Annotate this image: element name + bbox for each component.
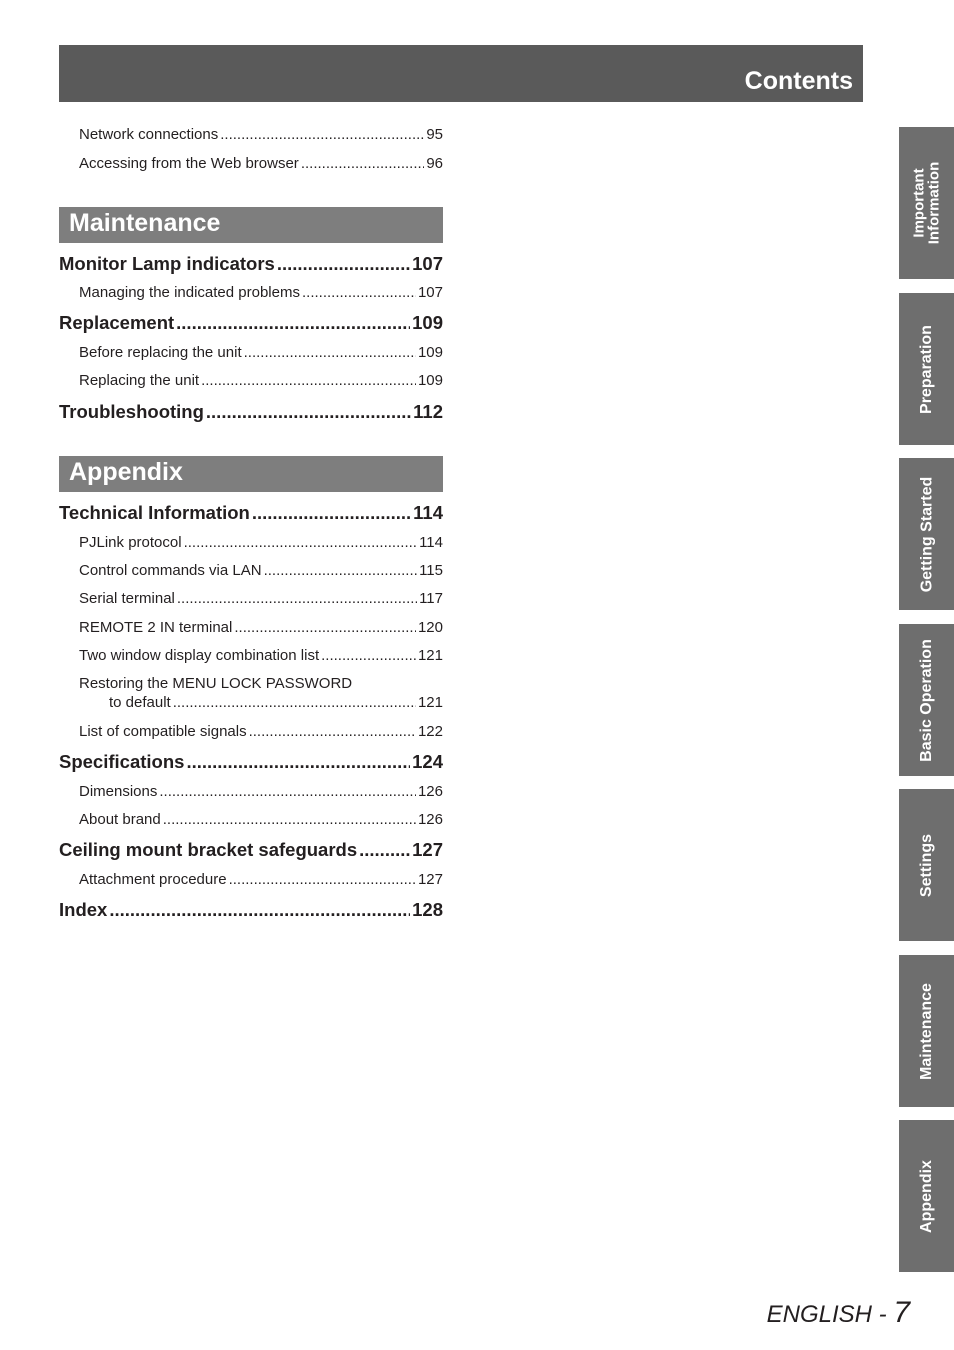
page-number: 114 <box>413 502 443 523</box>
tab-maintenance[interactable]: Maintenance <box>899 955 954 1107</box>
toc-entry-about-brand[interactable]: About brand ..... 126 <box>59 811 443 828</box>
toc-entry-compatible-signals[interactable]: List of compatible signals ..... 122 <box>59 723 443 740</box>
toc-entry-troubleshooting[interactable]: Troubleshooting ..... 112 <box>59 401 443 423</box>
page-number: 96 <box>426 155 443 172</box>
page-number: 107 <box>417 284 443 301</box>
toc-entry-replacing-unit[interactable]: Replacing the unit ..... 109 <box>59 372 443 389</box>
toc-entry-ceiling-mount[interactable]: Ceiling mount bracket safeguards ..... 127 <box>59 839 443 861</box>
page-number: 126 <box>417 811 443 828</box>
page-number: 109 <box>412 312 443 333</box>
page-number: 121 <box>417 647 443 664</box>
toc-entry-specifications[interactable]: Specifications ..... 124 <box>59 751 443 773</box>
page-number: 126 <box>417 783 443 800</box>
page-number: 127 <box>412 839 443 860</box>
toc-entry-control-lan[interactable]: Control commands via LAN ..... 115 <box>59 562 443 579</box>
toc-entry-web-browser[interactable]: Accessing from the Web browser ..... 96 <box>59 155 443 172</box>
section-header-maintenance: Maintenance <box>59 207 443 243</box>
toc-entry-before-replacing[interactable]: Before replacing the unit ..... 109 <box>59 344 443 361</box>
toc-entry-network-connections[interactable]: Network connections ..... 95 <box>59 126 443 143</box>
page-number: 121 <box>417 694 443 711</box>
section-header-appendix: Appendix <box>59 456 443 492</box>
toc-entry-serial-terminal[interactable]: Serial terminal ..... 117 <box>59 590 443 607</box>
page-number: 128 <box>412 899 443 920</box>
tab-basic-operation[interactable]: Basic Operation <box>899 624 954 776</box>
toc-entry-dimensions[interactable]: Dimensions ..... 126 <box>59 783 443 800</box>
footer-page-number: 7 <box>893 1296 910 1329</box>
tab-getting-started[interactable]: Getting Started <box>899 458 954 610</box>
page-number: 109 <box>417 344 443 361</box>
page-number: 115 <box>419 562 443 579</box>
toc-entry-technical-information[interactable]: Technical Information ..... 114 <box>59 502 443 524</box>
tab-important-information[interactable]: Important Information <box>899 127 954 279</box>
toc-entry-monitor-lamp[interactable]: Monitor Lamp indicators ..... 107 <box>59 253 443 275</box>
page-number: 127 <box>417 871 443 888</box>
page-title: Contents <box>744 67 853 95</box>
page-footer: ENGLISH - 7 <box>766 1296 910 1329</box>
toc-entry-managing-problems[interactable]: Managing the indicated problems ..... 107 <box>59 284 443 301</box>
toc-entry-restoring-password[interactable]: Restoring the MENU LOCK PASSWORD to default ..... 121 <box>59 675 443 711</box>
toc-entry-replacement[interactable]: Replacement ..... 109 <box>59 312 443 334</box>
tab-settings[interactable]: Settings <box>899 789 954 941</box>
tab-preparation[interactable]: Preparation <box>899 293 954 445</box>
toc-entry-remote2[interactable]: REMOTE 2 IN terminal ..... 120 <box>59 619 443 636</box>
page-number: 117 <box>419 590 443 607</box>
page-number: 112 <box>413 401 443 422</box>
page-number: 124 <box>412 751 443 772</box>
toc-entry-pjlink[interactable]: PJLink protocol ..... 114 <box>59 534 443 551</box>
tab-appendix[interactable]: Appendix <box>899 1120 954 1272</box>
page-number: 109 <box>417 372 443 389</box>
page-number: 95 <box>426 126 443 143</box>
toc-entry-attachment[interactable]: Attachment procedure ..... 127 <box>59 871 443 888</box>
page-number: 114 <box>419 534 443 551</box>
toc-entry-two-window[interactable]: Two window display combination list ..... 121 <box>59 647 443 664</box>
toc-entry-index[interactable]: Index ..... 128 <box>59 899 443 921</box>
page-number: 120 <box>417 619 443 636</box>
page-number: 122 <box>417 723 443 740</box>
page-number: 107 <box>412 253 443 274</box>
header-bar <box>59 45 863 102</box>
